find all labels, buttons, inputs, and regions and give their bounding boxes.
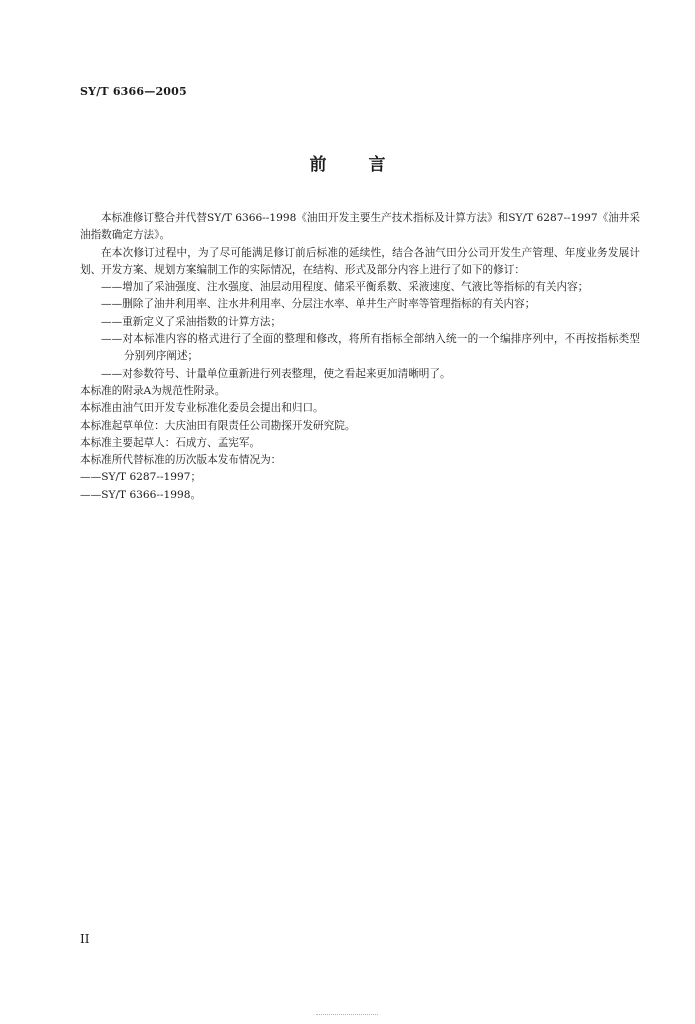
proposer-statement: 本标准由油气田开发专业标准化委员会提出和归口。 (80, 402, 324, 415)
previous-versions-heading: 本标准所代替标准的历次版本发布情况为： (80, 454, 282, 467)
revision-item: ——对本标准内容的格式进行了全面的整理和修改，将所有指标全部纳入统一的一个编排序列中，不再按指标类型分别列序阐述； (101, 333, 640, 363)
annex-statement: 本标准的附录A为规范性附录。 (80, 384, 226, 397)
scan-footer-mark (316, 1014, 378, 1018)
revision-item: ——重新定义了采油指数的计算方法； (101, 315, 282, 328)
foreword-body (80, 210, 640, 504)
revision-item: ——增加了采油强度、注水强度、油层动用程度、储采平衡系数、采液速度、气液比等指标的有关内容； (101, 281, 589, 294)
revision-list (80, 279, 640, 383)
drafters-statement: 本标准主要起草人：石成方、孟宪军。 (80, 436, 261, 449)
drafting-unit-statement: 本标准起草单位：大庆油田有限责任公司勘探开发研究院。 (80, 419, 356, 432)
previous-versions-list (80, 469, 640, 504)
revision-item: ——对参数符号、计量单位重新进行列表整理，使之看起来更加清晰明了。 (101, 367, 451, 380)
revision-context-paragraph: 在本次修订过程中，为了尽可能满足修订前后标准的延续性，结合各油气田分公司开发生产管理、年度业务发展计划、开发方案、规划方案编制工作的实际情况，在结构、形式及部分内容上进行了如下的修订： (80, 246, 640, 276)
standard-code: SY/T 6366—2005 (80, 85, 187, 98)
previous-version-item: ——SY/T 6287--1997； (80, 471, 202, 484)
revision-item: ——删除了油井利用率、注水井利用率、分层注水率、单井生产时率等管理指标的有关内容； (101, 298, 536, 311)
page-title: 前言 (309, 155, 428, 175)
page-number: II (80, 932, 90, 946)
previous-version-item: ——SY/T 6366--1998。 (80, 488, 202, 501)
intro-paragraph: 本标准修订整合并代替SY/T 6366--1998《油田开发主要生产技术指标及计算方法》和SY/T 6287--1997《油井采油指数确定方法》。 (80, 212, 640, 242)
